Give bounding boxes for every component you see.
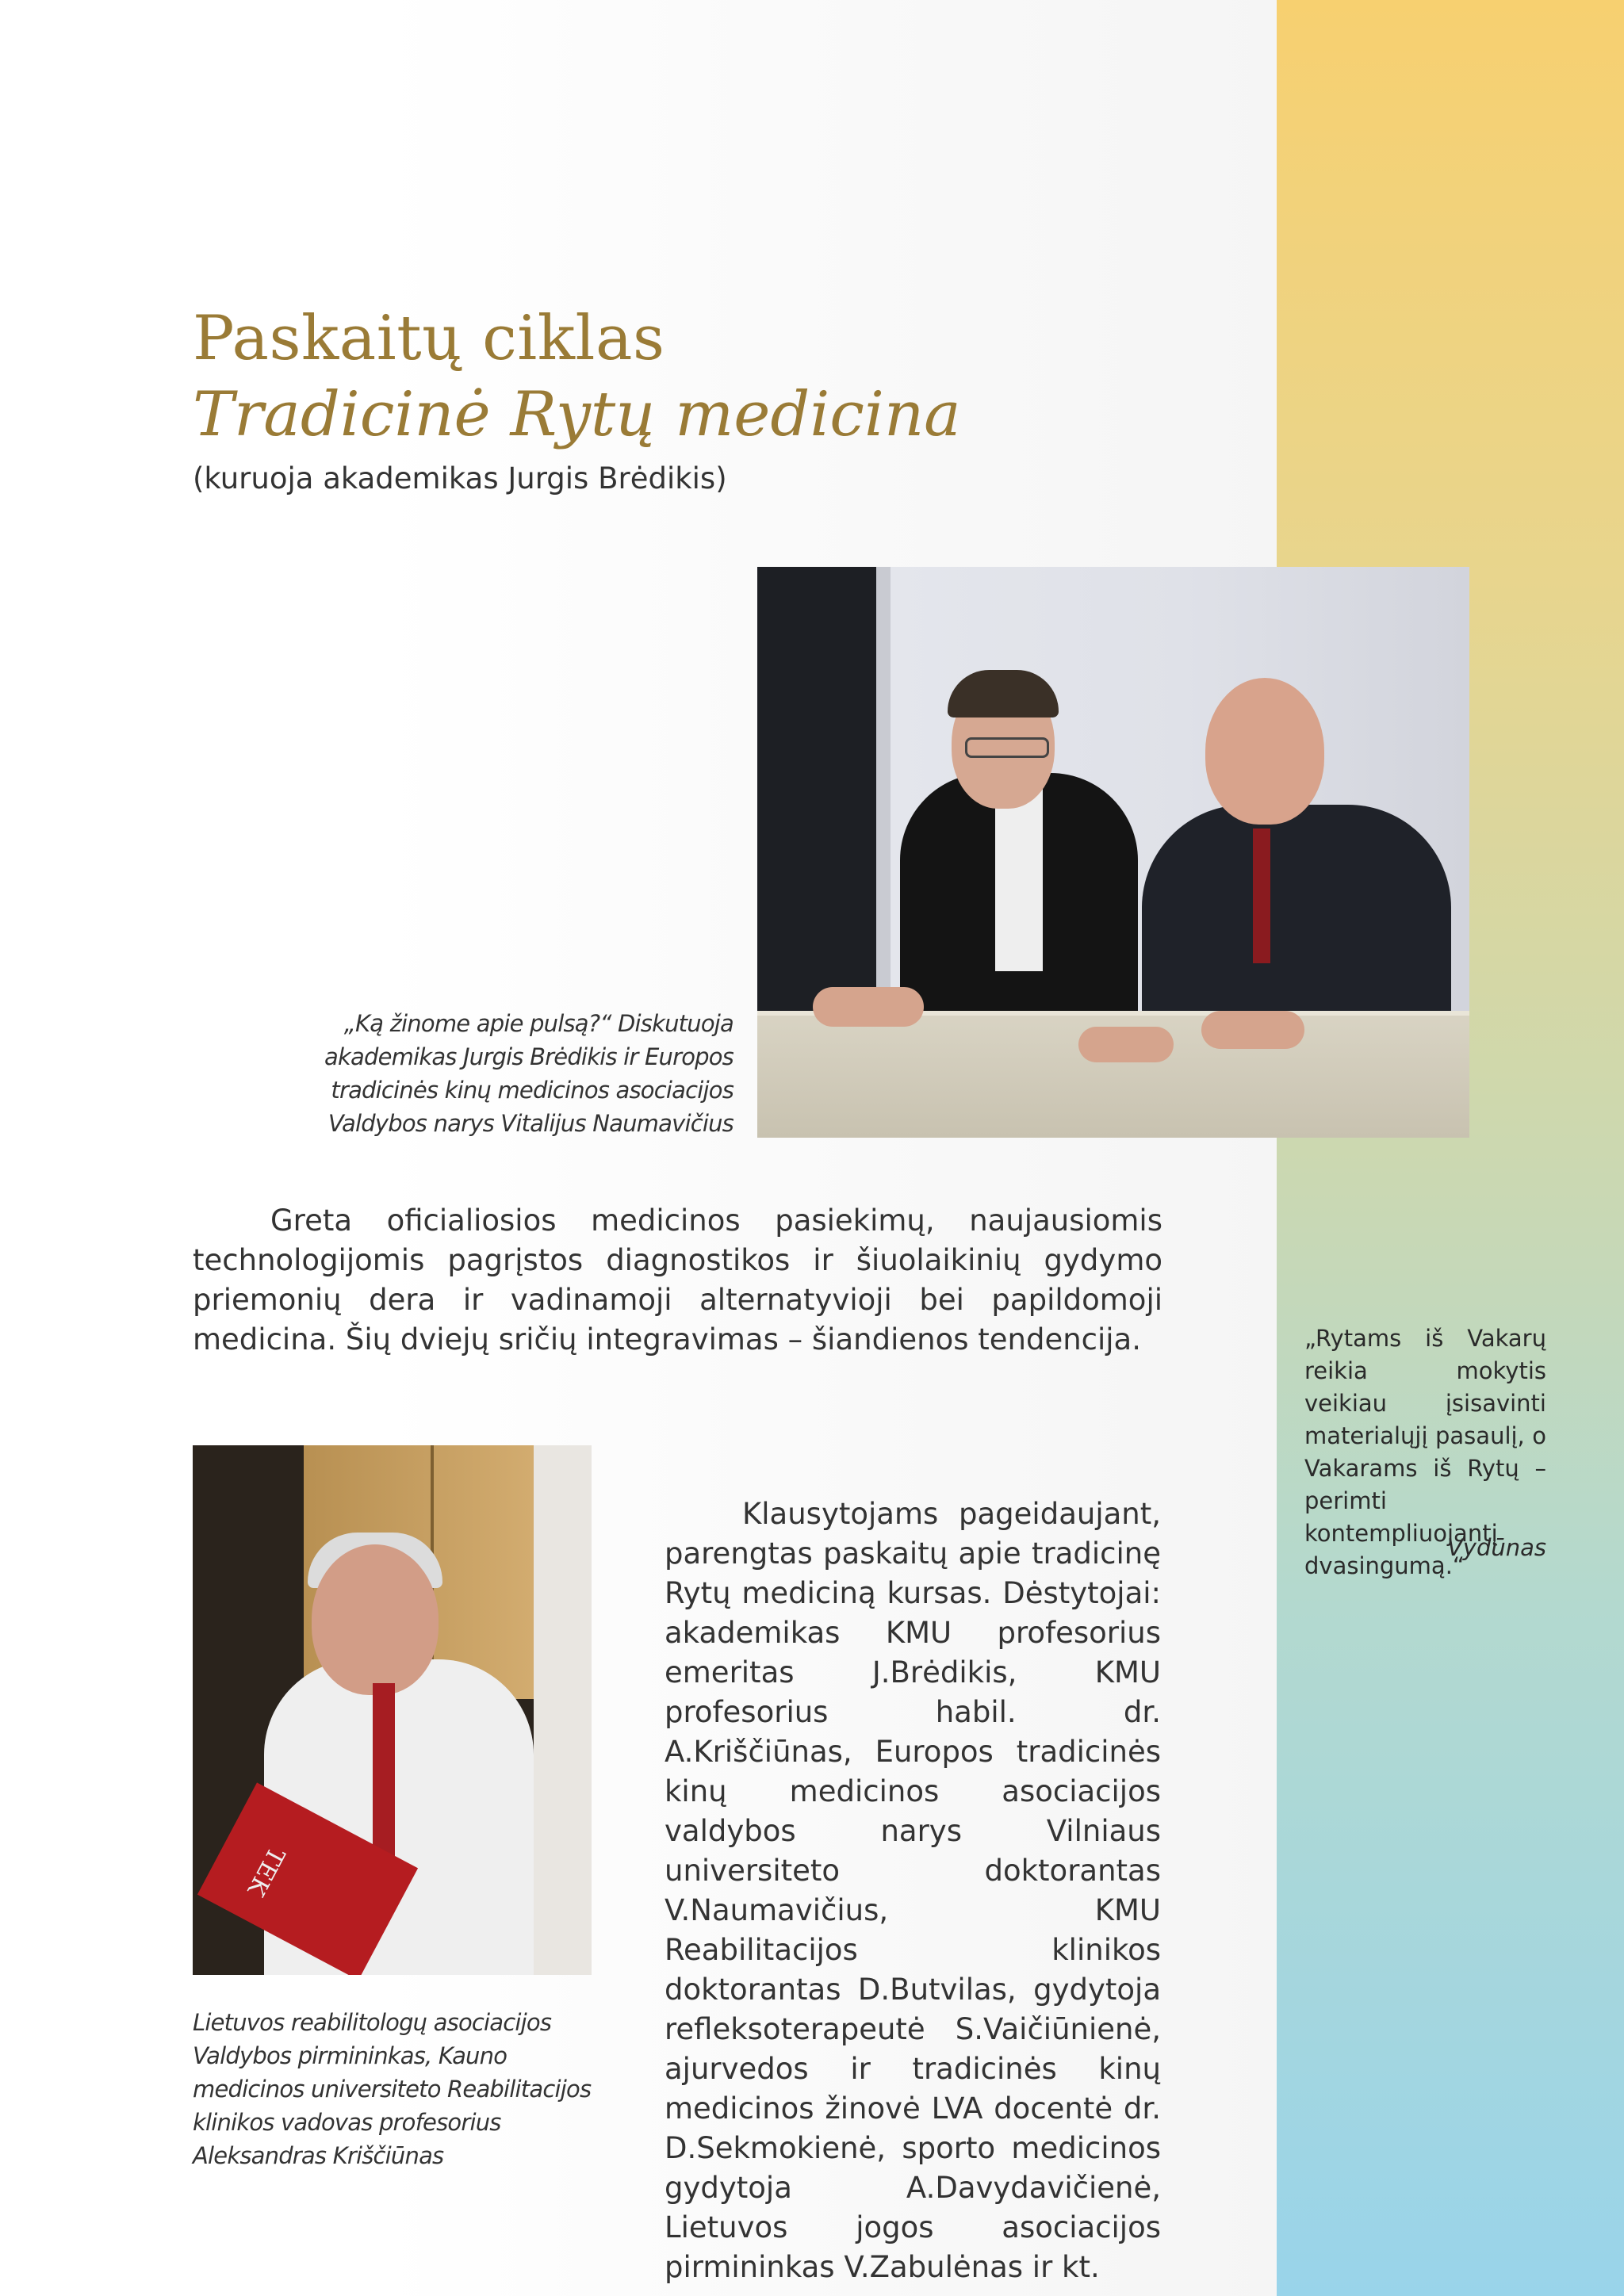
- photo-wall: [534, 1445, 592, 1975]
- page-title: Paskaitų ciklas: [193, 303, 665, 374]
- page-subtitle: (kuruoja akademikas Jurgis Brėdikis): [193, 461, 727, 496]
- sidebar-quote: „Rytams iš Vakarų reikia mokytis veikiau įsisavinti materialųjį pasaulį, o Vakarams iš Rytų – perimti kontempliuojantį dvasingumą.“: [1304, 1325, 1546, 1579]
- book-title: TEK: [241, 1842, 290, 1901]
- page-title-italic: Tradicinė Rytų medicina: [193, 379, 961, 450]
- photo-discussion: [757, 567, 1469, 1138]
- photo-professor-caption: Lietuvos reabilitologų asociacijos Valdybos pirmininkas, Kauno medicinos universiteto Reabilitacijos klinikos vadovas profesorius Aleksandras Kriščiūnas: [193, 2009, 592, 2169]
- person-right-hand-left: [1078, 1027, 1174, 1062]
- person-right-hand-right: [1201, 1011, 1304, 1049]
- professor-tie: [373, 1683, 395, 1873]
- side-gradient-band: [1277, 0, 1624, 2296]
- person-left-hands: [813, 987, 924, 1027]
- photo-door-frame: [876, 567, 891, 1011]
- person-left-shirt: [995, 789, 1043, 971]
- intro-paragraph: Greta oficialiosios medicinos pasiekimų, naujausiomis technologijomis pagrįstos diagnostikos ir šiuolaikinių gydymo priemonių dera ir vadinamoji alternatyvioji bei papildomoji medicina. Šių dviejų sričių integravimas – šiandienos tendencija.: [193, 1203, 1162, 1357]
- person-right-head: [1205, 678, 1324, 825]
- person-right-tie: [1253, 828, 1270, 963]
- person-right-body: [1142, 805, 1451, 1043]
- professor-head: [312, 1544, 439, 1695]
- photo-professor: [193, 1445, 592, 1975]
- person-left-glasses: [965, 737, 1049, 758]
- course-paragraph: Klausytojams pageidaujant, parengtas paskaitų apie tradicinę Rytų mediciną kursas. Dėstytojai: akademikas KMU profesorius emeritas J.Brėdikis, KMU profesorius habil. dr. A.Kriščiūnas, Europos tradicinės kinų medicinos asociacijos valdybos narys Vilniaus universiteto doktorantas V.Naumavičius, KMU Reabilitacijos klinikos doktorantas D.Butvilas, gydytoja refleksoterapeutė S.Vaičiūnienė, ajurvedos ir tradicinės kinų medicinos žinovė LVA docentė dr. D.Sekmokienė, sporto medicinos gydytoja A.Davydavičienė, Lietuvos jogos asociacijos pirmininkas V.Zabulėnas ir kt.: [665, 1497, 1161, 2284]
- photo-discussion-caption: „Ką žinome apie pulsą?“ Diskutuoja akademikas Jurgis Brėdikis ir Europos tradicinės kinų medicinos asociacijos Valdybos narys Vitalijus Naumavičius: [324, 1010, 733, 1137]
- photo-door: [757, 567, 876, 1011]
- sidebar-quote-author: Vydūnas: [1446, 1534, 1546, 1561]
